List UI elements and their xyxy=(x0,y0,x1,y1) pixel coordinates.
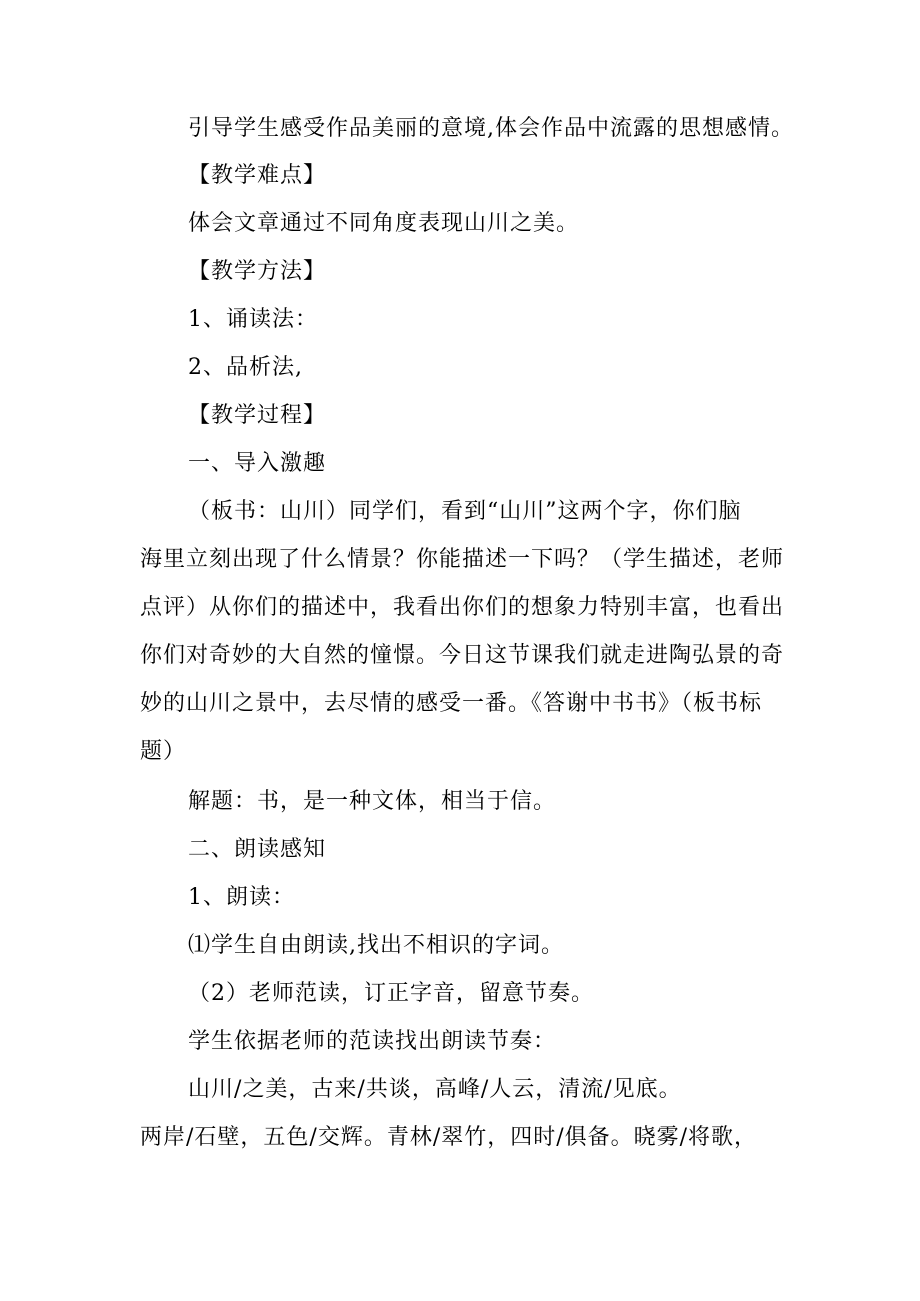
paragraph-line: 山川/之美，古来/共谈，高峰/人云，清流/见底。 xyxy=(188,1077,682,1102)
paragraph-line: 妙的山川之景中，去尽情的感受一番。《答谢中书书》（板书标 xyxy=(140,691,763,716)
list-item: 1、诵读法： xyxy=(188,307,318,332)
section-heading-process: 【教学过程】 xyxy=(188,403,327,428)
paragraph-line: 引导学生感受作品美丽的意境,体会作品中流露的思想感情。 xyxy=(188,116,794,141)
paragraph-line: 两岸/石壁，五色/交辉。青林/翠竹，四时/俱备。晓雾/将歌， xyxy=(140,1125,758,1150)
paragraph-line: 你们对奇妙的大自然的憧憬。今日这节课我们就走进陶弘景的奇 xyxy=(140,643,785,668)
paragraph-line: 解题：书，是一种文体，相当于信。 xyxy=(188,789,557,814)
list-item: （2）老师范读，订正字音，留意节奏。 xyxy=(188,981,594,1006)
list-item: ⑴学生自由朗读,找出不相识的字词。 xyxy=(188,933,564,958)
paragraph-line: 学生依据老师的范读找出朗读节奏： xyxy=(188,1029,557,1054)
section-heading-difficulty: 【教学难点】 xyxy=(188,163,327,188)
paragraph-line: 点评）从你们的描述中，我看出你们的想象力特别丰富，也看出 xyxy=(140,595,785,620)
paragraph-line: 体会文章通过不同角度表现山川之美。 xyxy=(188,211,580,236)
paragraph-line: 题） xyxy=(140,739,187,764)
list-item: 2、品析法, xyxy=(188,355,303,380)
subsection-heading: 二、朗读感知 xyxy=(188,837,327,862)
list-item: 1、朗读： xyxy=(188,885,295,910)
subsection-heading: 一、导入激趣 xyxy=(188,451,327,476)
paragraph-line: 海里立刻出现了什么情景？你能描述一下吗？（学生描述，老师 xyxy=(140,547,785,572)
paragraph-line: （板书：山川）同学们，看到“山川”这两个字，你们脑 xyxy=(188,499,742,524)
section-heading-method: 【教学方法】 xyxy=(188,259,327,284)
